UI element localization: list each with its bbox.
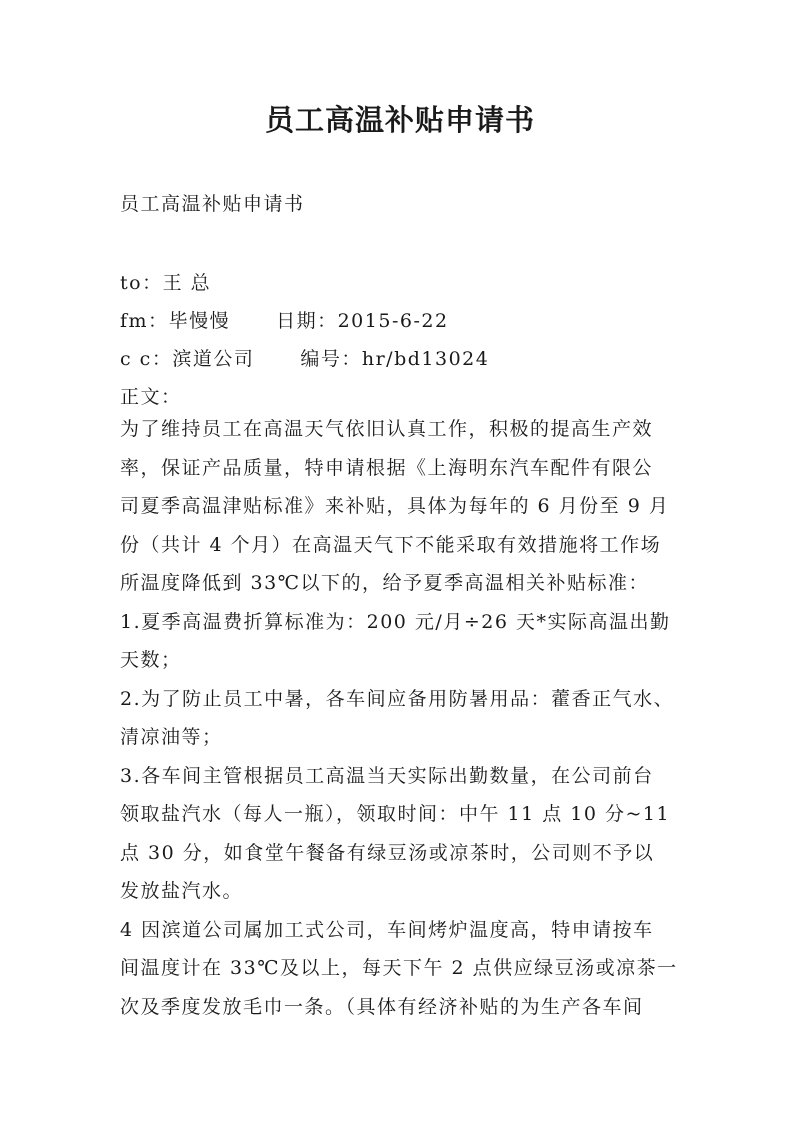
sender-line	[120, 302, 685, 340]
body-line: 3.各车间主管根据员工高温当天实际出勤数量，在公司前台	[120, 764, 654, 787]
body-line: 2.为了防止员工中暑，各车间应备用防暑用品：藿香正气水、	[120, 687, 675, 710]
recipient-line	[120, 264, 685, 302]
cc-value: 滨道公司	[172, 348, 255, 370]
body-line: 率，保证产品质量，特申请根据《上海明东汽车配件有限公	[120, 456, 654, 479]
body-line: 所温度降低到 33℃以下的，给予夏季高温相关补贴标准：	[120, 572, 649, 594]
body-line: 为了维持员工在高温天气依旧认真工作，积极的提高生产效	[120, 418, 654, 440]
cc-line	[120, 340, 685, 378]
to-value: 王 总	[162, 272, 212, 294]
number-label: 编号：	[300, 348, 362, 370]
body-line: 清凉油等；	[120, 726, 223, 748]
body-line: 领取盐汽水（每人一瓶），领取时间：中午 11 点 10 分~11	[120, 803, 671, 825]
body-line: 次及季度发放毛巾一条。（具体有经济补贴的为生产各车间	[120, 995, 644, 1018]
body-line: 1.夏季高温费折算标准为：200 元/月÷26 天*实际高温出勤	[120, 610, 671, 633]
date-value: 2015-6-22	[337, 310, 449, 332]
body-line: 间温度计在 33℃及以上，每天下午 2 点供应绿豆汤或凉茶一	[120, 957, 678, 979]
body-line: 发放盐汽水。	[120, 880, 244, 902]
body-label: 正文：	[120, 386, 182, 408]
date-label: 日期：	[276, 310, 338, 332]
to-label: to：	[120, 272, 163, 294]
document-title: 员工高温补贴申请书	[264, 103, 535, 137]
fm-label: fm：	[120, 310, 169, 332]
body-line: 司夏季高温津贴标准》来补贴，具体为每年的 6 月份至 9 月	[120, 495, 670, 517]
number-value: hr/bd13024	[361, 348, 490, 370]
body-line: 份（共计 4 个月）在高温天气下不能采取有效措施将工作场	[120, 533, 662, 556]
document-body	[120, 410, 685, 1026]
cc-label: c c：	[120, 348, 173, 370]
body-line: 天数；	[120, 649, 182, 671]
body-line: 4 因滨道公司属加工式公司，车间烤炉温度高，特申请按车	[120, 918, 654, 941]
body-line: 点 30 分，如食堂午餐备有绿豆汤或凉茶时，公司则不予以	[120, 841, 655, 864]
fm-value: 毕慢慢	[168, 310, 231, 332]
document-subtitle: 员工高温补贴申请书	[120, 193, 305, 215]
